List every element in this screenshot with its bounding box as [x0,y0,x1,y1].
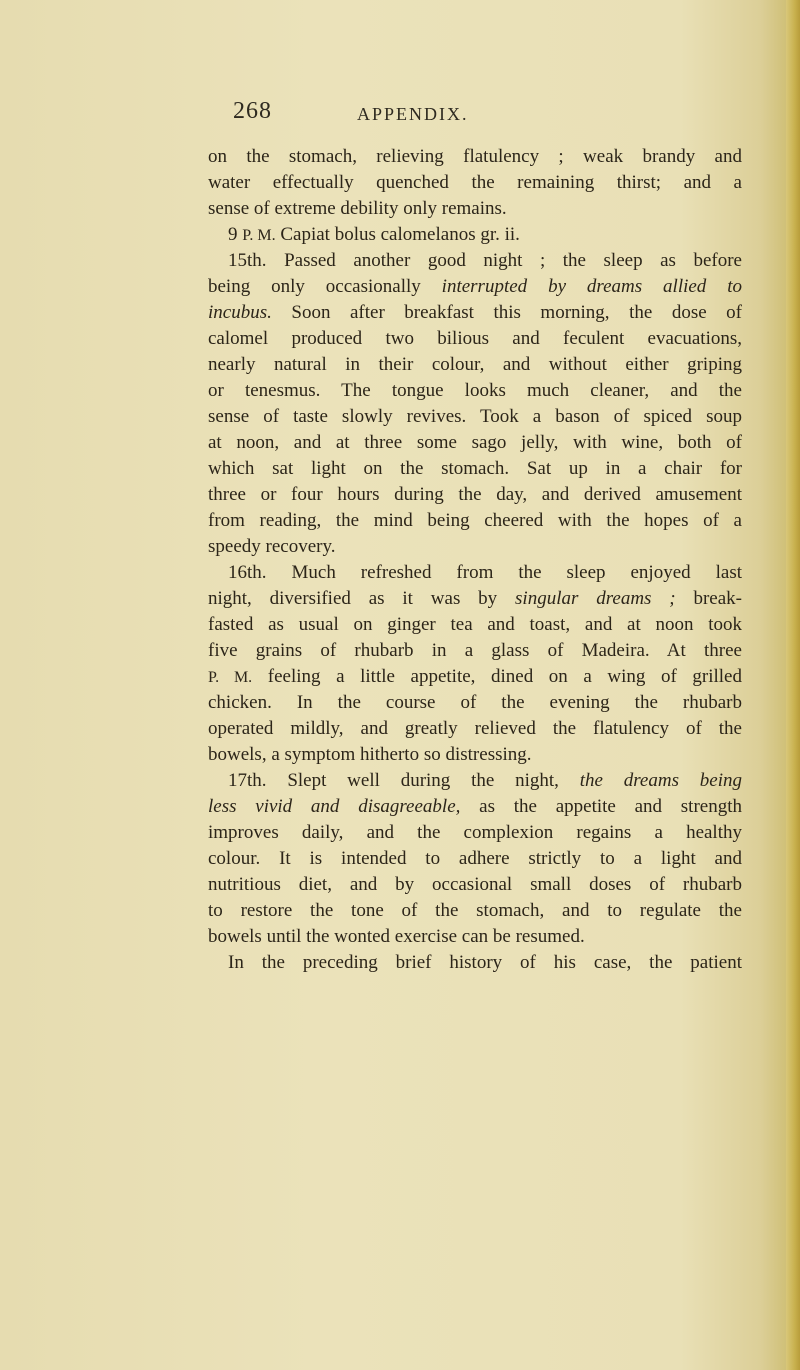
text-line [208,872,742,898]
text-line [208,248,742,274]
text-segment: feeling a little appetite, dined on a wing of grilled [252,666,742,687]
text-segment: sense of extreme debility only remains. [208,198,507,219]
text-segment: Soon after breakfast this morning, the dose of [271,302,742,323]
text-segment: 17th. Slept well during the night, [228,770,580,791]
text-line [208,716,742,742]
text-segment: which sat light on the stomach. Sat up in a chair for [208,458,742,479]
text-segment: singular dreams ; [515,588,676,609]
text-segment: fasted as usual on ginger tea and toast, and at noon took [208,614,742,635]
text-line [208,508,742,534]
text-segment: five grains of rhubarb in a glass of Madeira. At three [208,640,742,661]
page-edge [786,0,800,1370]
text-line [208,950,742,976]
text-segment: sense of taste slowly revives. Took a bason of spiced soup [208,406,742,427]
text-segment: 16th. Much refreshed from the sleep enjoyed last [228,562,742,583]
text-line [208,898,742,924]
text-line [208,456,742,482]
text-segment: improves daily, and the complexion regains a healthy [208,822,742,843]
text-segment: calomel produced two bilious and feculent evacuations, [208,328,742,349]
text-segment: less vivid and disagreeable, [208,796,461,817]
text-segment: P. M. [242,227,276,244]
text-segment: incubus. [208,302,272,323]
text-segment: to restore the tone of the stomach, and to regulate the [208,900,742,921]
text-segment: from reading, the mind being cheered with the hopes of a [208,510,742,531]
text-line [208,768,742,794]
page-header [0,92,800,132]
text-segment: being only occasionally [208,276,442,297]
text-line [208,820,742,846]
text-segment: three or four hours during the day, and derived amusement [208,484,742,505]
text-segment: the dreams being [579,770,742,791]
text-line [208,430,742,456]
text-line [208,482,742,508]
text-segment: P. M. [208,669,253,686]
page-number: 268 [233,98,272,124]
text-line [208,664,742,690]
text-line [208,742,742,768]
text-segment: In the preceding brief history of his case, the patient [228,952,742,973]
text-line [208,378,742,404]
text-line [208,846,742,872]
text-line [208,586,742,612]
text-line [208,326,742,352]
text-line [208,794,742,820]
text-segment: as the appetite and strength [460,796,742,817]
text-line [208,144,742,170]
text-segment: or tenesmus. The tongue looks much cleaner, and the [208,380,742,401]
text-segment: night, diversified as it was by [208,588,516,609]
text-segment: colour. It is intended to adhere strictly to a light and [208,848,742,869]
text-segment: interrupted by dreams allied to [441,276,742,297]
text-line [208,352,742,378]
text-segment: bowels, a symptom hitherto so distressing. [208,744,532,765]
text-line [208,638,742,664]
text-line [208,534,742,560]
text-line [208,560,742,586]
text-segment: operated mildly, and greatly relieved the flatulency of the [208,718,742,739]
text-line [208,690,742,716]
text-line [208,196,742,222]
text-line [208,404,742,430]
text-line [208,924,742,950]
text-segment: water effectually quenched the remaining thirst; and a [208,172,742,193]
text-line [208,222,742,248]
text-segment: bowels until the wonted exercise can be resumed. [208,926,585,947]
text-segment: nutritious diet, and by occasional small doses of rhubarb [208,874,742,895]
text-segment: Capiat bolus calomelanos gr. ii. [275,224,520,245]
text-line [208,612,742,638]
body-text [208,144,742,976]
text-segment: 15th. Passed another good night ; the sleep as before [228,250,742,271]
running-head: APPENDIX. [357,104,469,124]
text-segment: 9 [228,224,243,245]
text-line [208,274,742,300]
text-segment: at noon, and at three some sago jelly, with wine, both of [208,432,742,453]
text-segment: on the stomach, relieving flatulency ; weak brandy and [208,146,742,167]
text-line [208,300,742,326]
text-segment: chicken. In the course of the evening the rhubarb [208,692,742,713]
text-segment: speedy recovery. [208,536,336,557]
text-segment: break- [675,588,742,609]
text-segment: nearly natural in their colour, and without either griping [208,354,742,375]
text-line [208,170,742,196]
